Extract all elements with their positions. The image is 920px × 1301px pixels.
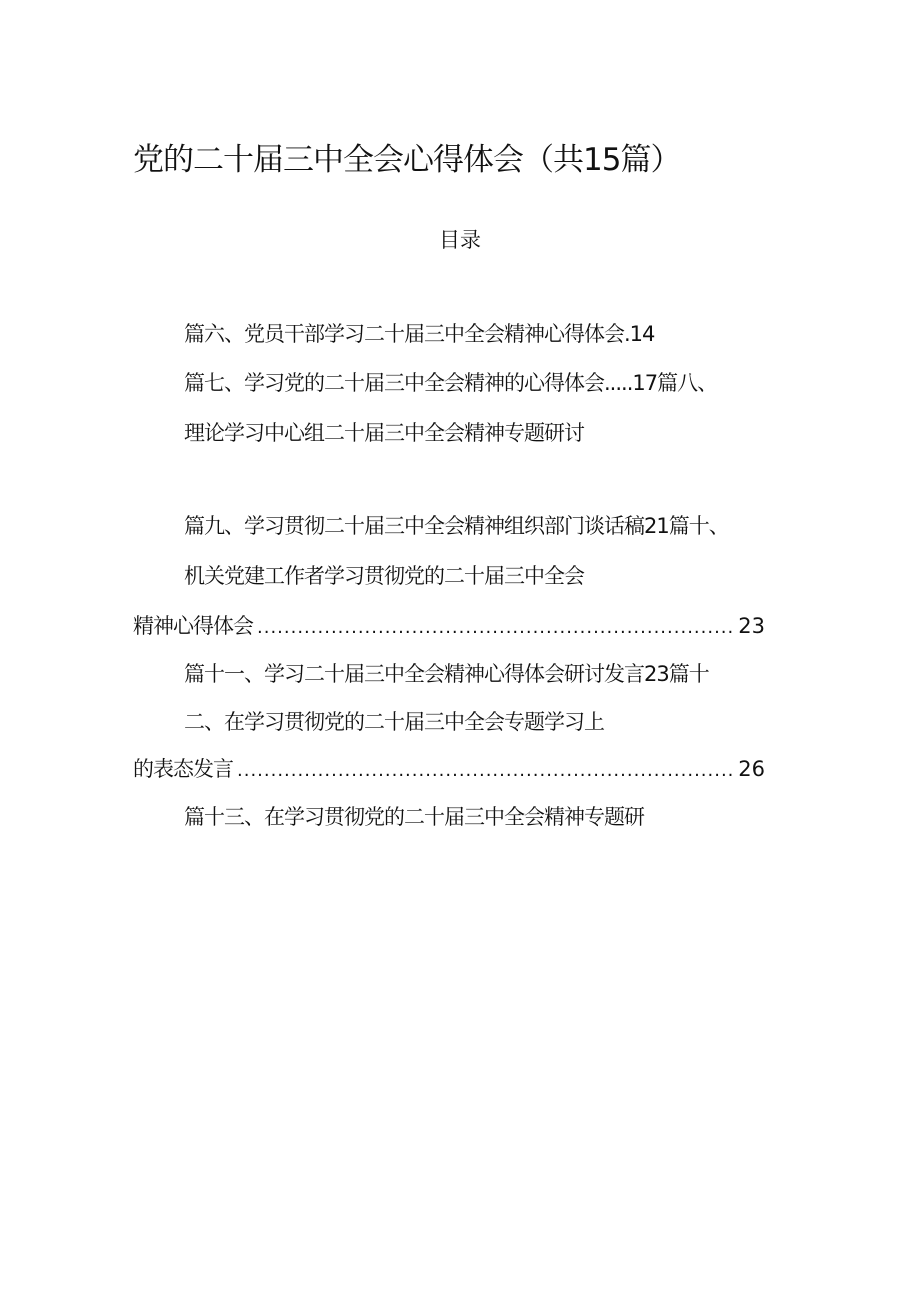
dot-leader [257,613,734,643]
toc-line: 二、在学习贯彻党的二十届三中全会专题学习上 [184,710,604,734]
toc-line: 篇十三、在学习贯彻党的二十届三中全会精神专题研 [184,805,644,829]
document-title: 党的二十届三中全会心得体会（共15篇） [133,142,681,178]
toc-line: 理论学习中心组二十届三中全会精神专题研讨 [184,421,584,445]
toc-line: 篇九、学习贯彻二十届三中全会精神组织部门谈话稿21篇十、 [184,514,729,538]
toc-line: 机关党建工作者学习贯彻党的二十届三中全会 [184,564,584,588]
toc-dotted-entry [133,754,765,786]
toc-entry-text: 精神心得体会 [133,614,253,638]
toc-page-number: 23 [738,614,765,638]
toc-dotted-entry [133,611,765,643]
toc-page-number: 26 [738,757,765,781]
toc-line: 篇七、学习党的二十届三中全会精神的心得体会.....17篇八、 [184,371,718,395]
toc-line: 篇六、党员干部学习二十届三中全会精神心得体会.14 [184,322,655,346]
toc-entry-text: 的表态发言 [133,757,233,781]
dot-leader [237,756,734,786]
toc-line: 篇十一、学习二十届三中全会精神心得体会研讨发言23篇十 [184,662,709,686]
toc-heading: 目录 [439,228,481,252]
